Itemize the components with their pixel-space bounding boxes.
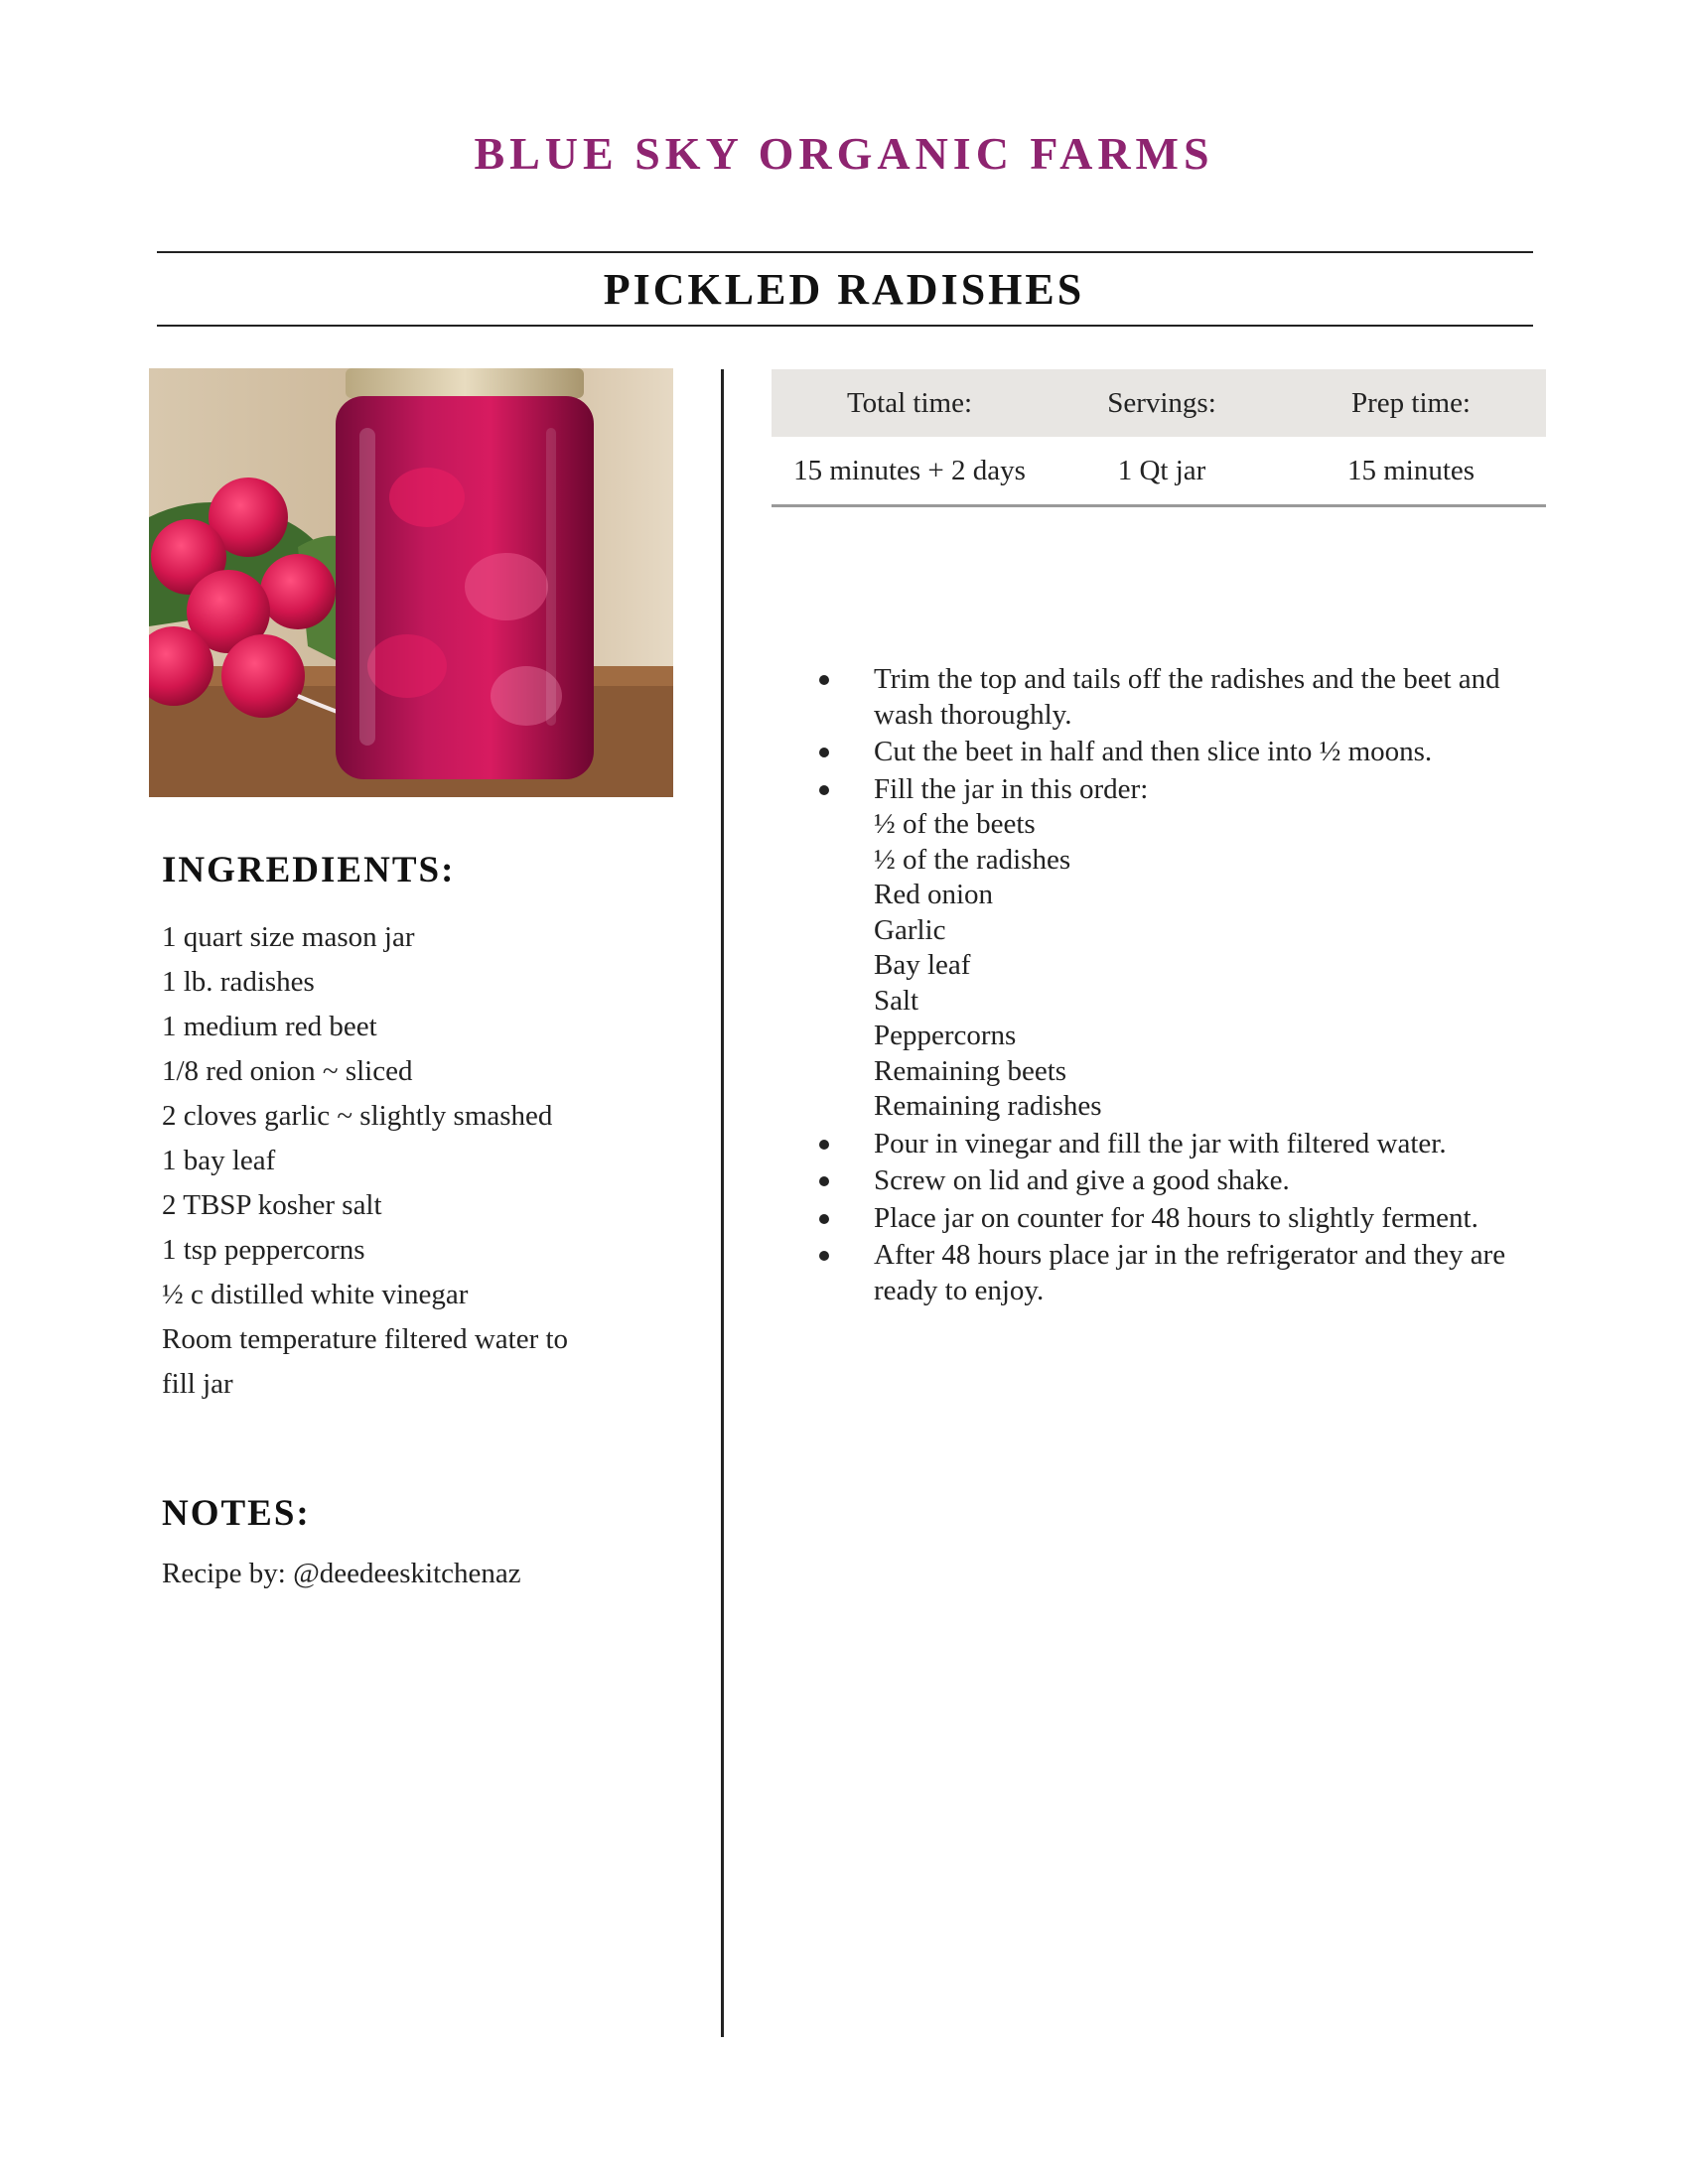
brand-title: BLUE SKY ORGANIC FARMS bbox=[474, 128, 1214, 179]
step-item bbox=[819, 1163, 1534, 1199]
step-text: Place jar on counter for 48 hours to slightly ferment. bbox=[874, 1201, 1478, 1234]
bullet-icon bbox=[819, 748, 829, 757]
notes-heading: NOTES: bbox=[162, 1493, 311, 1534]
title-rule-top bbox=[157, 251, 1533, 253]
fill-order-item: ½ of the beets bbox=[874, 808, 1036, 840]
column-divider bbox=[721, 369, 724, 2037]
fill-order-item: Bay leaf bbox=[874, 949, 971, 981]
bullet-icon bbox=[819, 1140, 829, 1150]
bullet-icon bbox=[819, 785, 829, 795]
step-text: After 48 hours place jar in the refrigerator and they are ready to enjoy. bbox=[874, 1239, 1506, 1306]
step-text: Cut the beet in half and then slice into ½ moons. bbox=[874, 736, 1433, 767]
step-item bbox=[819, 1127, 1534, 1162]
ingredient-item: Room temperature filtered water to fill jar bbox=[162, 1323, 569, 1400]
info-header-row bbox=[772, 369, 1546, 437]
title-rule-bottom bbox=[157, 325, 1533, 327]
ingredient-item: 1 bay leaf bbox=[162, 1145, 276, 1176]
bullet-icon bbox=[819, 1214, 829, 1224]
step-text: Screw on lid and give a good shake. bbox=[874, 1164, 1290, 1196]
fill-order-item: ½ of the radishes bbox=[874, 843, 1071, 876]
notes-text: Recipe by: @deedeeskitchenaz bbox=[162, 1558, 521, 1589]
fill-order-item: Remaining radishes bbox=[874, 1090, 1102, 1122]
recipe-photo bbox=[149, 368, 673, 797]
step-item bbox=[819, 662, 1534, 733]
ingredient-item: 1/8 red onion ~ sliced bbox=[162, 1055, 413, 1087]
step-item bbox=[819, 772, 1534, 1125]
ingredients-heading: INGREDIENTS: bbox=[162, 850, 456, 890]
step-text: Pour in vinegar and fill the jar with filtered water. bbox=[874, 1127, 1447, 1160]
ingredient-item: ½ c distilled white vinegar bbox=[162, 1279, 469, 1310]
prep-time-label: Prep time: bbox=[1350, 386, 1471, 419]
servings-value: 1 Qt jar bbox=[1117, 454, 1206, 486]
step-text: Fill the jar in this order: bbox=[874, 772, 1149, 805]
fill-order-item: Remaining beets bbox=[874, 1054, 1067, 1087]
fill-order-item: Salt bbox=[874, 984, 919, 1017]
ingredient-item: 1 quart size mason jar bbox=[162, 921, 415, 953]
ingredient-item: 2 TBSP kosher salt bbox=[162, 1189, 382, 1221]
fill-order-item: Peppercorns bbox=[874, 1020, 1017, 1051]
step-text: Trim the top and tails off the radishes and the beet and wash thoroughly. bbox=[874, 663, 1500, 731]
recipe-title: PICKLED RADISHES bbox=[603, 265, 1085, 314]
recipe-info-table bbox=[772, 369, 1546, 507]
info-value-row bbox=[772, 437, 1546, 507]
directions-list bbox=[819, 662, 1534, 1310]
ingredient-item: 1 medium red beet bbox=[162, 1011, 377, 1042]
ingredient-item: 2 cloves garlic ~ slightly smashed bbox=[162, 1100, 553, 1132]
fill-order-item: Garlic bbox=[874, 913, 946, 946]
bullet-icon bbox=[819, 1176, 829, 1186]
total-time-value: 15 minutes + 2 days bbox=[793, 454, 1026, 486]
bullet-icon bbox=[819, 1251, 829, 1261]
step-item bbox=[819, 1201, 1534, 1237]
prep-time-value: 15 minutes bbox=[1346, 454, 1476, 486]
ingredient-item: 1 tsp peppercorns bbox=[162, 1234, 365, 1266]
ingredient-item: 1 lb. radishes bbox=[162, 966, 315, 998]
ingredients-list bbox=[162, 915, 579, 1407]
total-time-label: Total time: bbox=[846, 386, 973, 419]
step-item bbox=[819, 1238, 1534, 1308]
bullet-icon bbox=[819, 675, 829, 685]
servings-label: Servings: bbox=[1107, 386, 1216, 419]
fill-order-item: Red onion bbox=[874, 879, 994, 910]
step-item bbox=[819, 735, 1534, 770]
